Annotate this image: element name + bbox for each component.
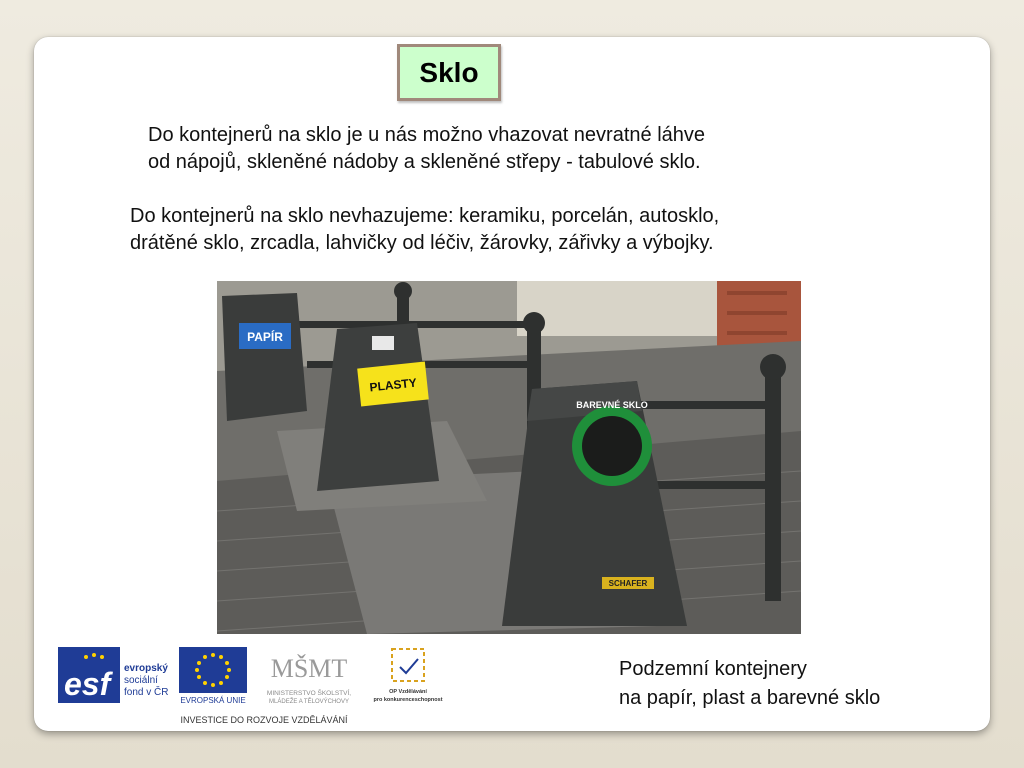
containers-photo xyxy=(217,281,801,634)
msmt-line2: MLÁDEŽE A TĚLOVÝCHOVY xyxy=(269,699,349,705)
brand-plate: SCHAFER xyxy=(608,579,648,588)
esf-line1: evropský xyxy=(124,663,168,674)
paragraph-forbidden xyxy=(130,203,719,257)
op-line1: OP Vzdělávání xyxy=(389,689,427,695)
slide-title: Sklo xyxy=(419,56,479,88)
caption-line2: na papír, plast a barevné sklo xyxy=(619,687,881,709)
paragraph-forbidden-line2: drátěné sklo, zrcadla, lahvičky od léčiv, žárovky, zářivky a výbojky. xyxy=(130,232,714,254)
investice-label: INVESTICE DO ROZVOJE VZDĚLÁVÁNÍ xyxy=(180,715,348,725)
logo-strip xyxy=(54,637,474,731)
eu-label: EVROPSKÁ UNIE xyxy=(180,696,246,705)
esf-line2: sociální xyxy=(124,675,158,686)
esf-line3: fond v ČR xyxy=(124,687,169,698)
sign-paper: PAPÍR xyxy=(247,330,283,344)
slide xyxy=(34,37,990,731)
photo-caption xyxy=(619,655,880,713)
esf-logo xyxy=(58,647,168,703)
caption-line1: Podzemní kontejnery xyxy=(619,658,807,680)
msmt-logo xyxy=(267,654,351,705)
sign-glass: BAREVNÉ SKLO xyxy=(576,400,648,410)
msmt-mark: MŠMT xyxy=(270,654,348,683)
op-logo xyxy=(373,649,442,703)
msmt-line1: MINISTERSTVO ŠKOLSTVÍ, xyxy=(266,690,352,697)
paragraph-forbidden-line1: Do kontejnerů na sklo nevhazujeme: keramiku, porcelán, autosklo, xyxy=(130,205,720,227)
paragraph-allowed-line2: od nápojů, skleněné nádoby a skleněné střepy - tabulové sklo. xyxy=(148,151,701,173)
title-box xyxy=(397,44,501,101)
eu-flag-logo xyxy=(179,647,247,705)
paragraph-allowed-line1: Do kontejnerů na sklo je u nás možno vhazovat nevratné láhve xyxy=(148,124,706,146)
sign-plastic: PLASTY xyxy=(368,375,418,395)
esf-mark: esf xyxy=(64,666,111,702)
paragraph-allowed xyxy=(148,122,705,176)
op-line2: pro konkurenceschopnost xyxy=(373,697,443,703)
